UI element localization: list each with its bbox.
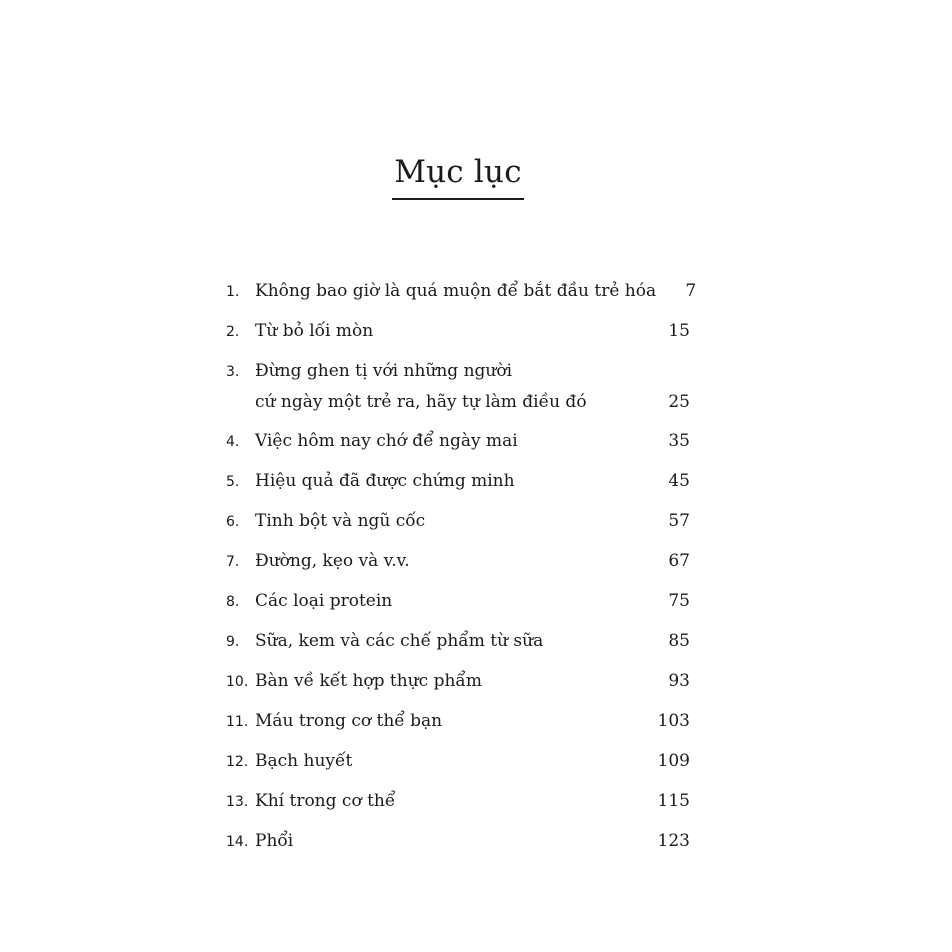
entry-page: 93	[668, 671, 690, 691]
entry-title: Việc hôm nay chớ để ngày mai	[255, 431, 518, 451]
entry-number: 12.	[226, 754, 249, 770]
entry-number: 3.	[226, 364, 240, 380]
entry-page: 25	[668, 392, 690, 412]
toc-entry[interactable]	[226, 666, 690, 697]
toc-entry[interactable]	[226, 426, 690, 457]
entry-page: 85	[668, 631, 690, 651]
toc-entry[interactable]	[226, 466, 690, 497]
entry-page: 57	[668, 511, 690, 531]
entry-number: 6.	[226, 514, 240, 530]
entry-number: 14.	[226, 834, 249, 850]
entry-title: Máu trong cơ thể bạn	[255, 711, 443, 731]
entry-page: 35	[668, 431, 690, 451]
entry-number: 11.	[226, 714, 249, 730]
heading-container	[0, 150, 916, 200]
toc-entry[interactable]	[226, 586, 690, 617]
entry-number: 4.	[226, 434, 240, 450]
entry-title: Phổi	[255, 831, 294, 851]
entry-number: 2.	[226, 324, 240, 340]
entry-title: Đường, kẹo và v.v.	[255, 551, 410, 571]
toc-entry[interactable]	[226, 786, 690, 817]
entry-number: 5.	[226, 474, 240, 490]
entry-title: Từ bỏ lối mòn	[255, 321, 374, 341]
entry-title: Khí trong cơ thể	[255, 791, 396, 811]
toc-entry[interactable]	[226, 626, 690, 657]
entry-number: 9.	[226, 634, 240, 650]
entry-title: Tinh bột và ngũ cốc	[255, 511, 426, 531]
entry-title: Bàn về kết hợp thực phẩm	[255, 671, 482, 691]
page-title: Mục lục	[392, 150, 524, 200]
entry-title: Sữa, kem và các chế phẩm từ sữa	[255, 631, 544, 651]
entry-page: 7	[685, 281, 697, 301]
entry-title: Hiệu quả đã được chứng minh	[255, 471, 515, 491]
entry-title: Bạch huyết	[255, 751, 353, 771]
entry-page: 103	[657, 711, 690, 731]
entry-number: 7.	[226, 554, 240, 570]
toc-entry[interactable]	[226, 356, 690, 417]
entry-title: Không bao giờ là quá muộn để bắt đầu trẻ hóa	[255, 281, 657, 301]
entry-page: 123	[657, 831, 690, 851]
toc-entry[interactable]	[226, 546, 690, 577]
entry-number: 13.	[226, 794, 249, 810]
toc-entry[interactable]	[226, 826, 690, 857]
toc-entry[interactable]	[226, 706, 690, 737]
entry-page: 109	[657, 751, 690, 771]
entry-number: 8.	[226, 594, 240, 610]
table-of-contents	[226, 276, 697, 866]
entry-title: Đừng ghen tị với những người	[255, 361, 513, 381]
toc-entry[interactable]	[226, 276, 697, 307]
toc-entry[interactable]	[226, 316, 690, 347]
toc-entry[interactable]	[226, 506, 690, 537]
entry-page: 15	[668, 321, 690, 341]
entry-number: 1.	[226, 284, 240, 300]
entry-page: 115	[657, 791, 690, 811]
entry-page: 45	[668, 471, 690, 491]
entry-title-continued: cứ ngày một trẻ ra, hãy tự làm điều đó	[255, 392, 587, 412]
toc-entry[interactable]	[226, 746, 690, 777]
entry-title: Các loại protein	[255, 591, 393, 611]
entry-page: 75	[668, 591, 690, 611]
entry-number: 10.	[226, 674, 249, 690]
entry-page: 67	[668, 551, 690, 571]
